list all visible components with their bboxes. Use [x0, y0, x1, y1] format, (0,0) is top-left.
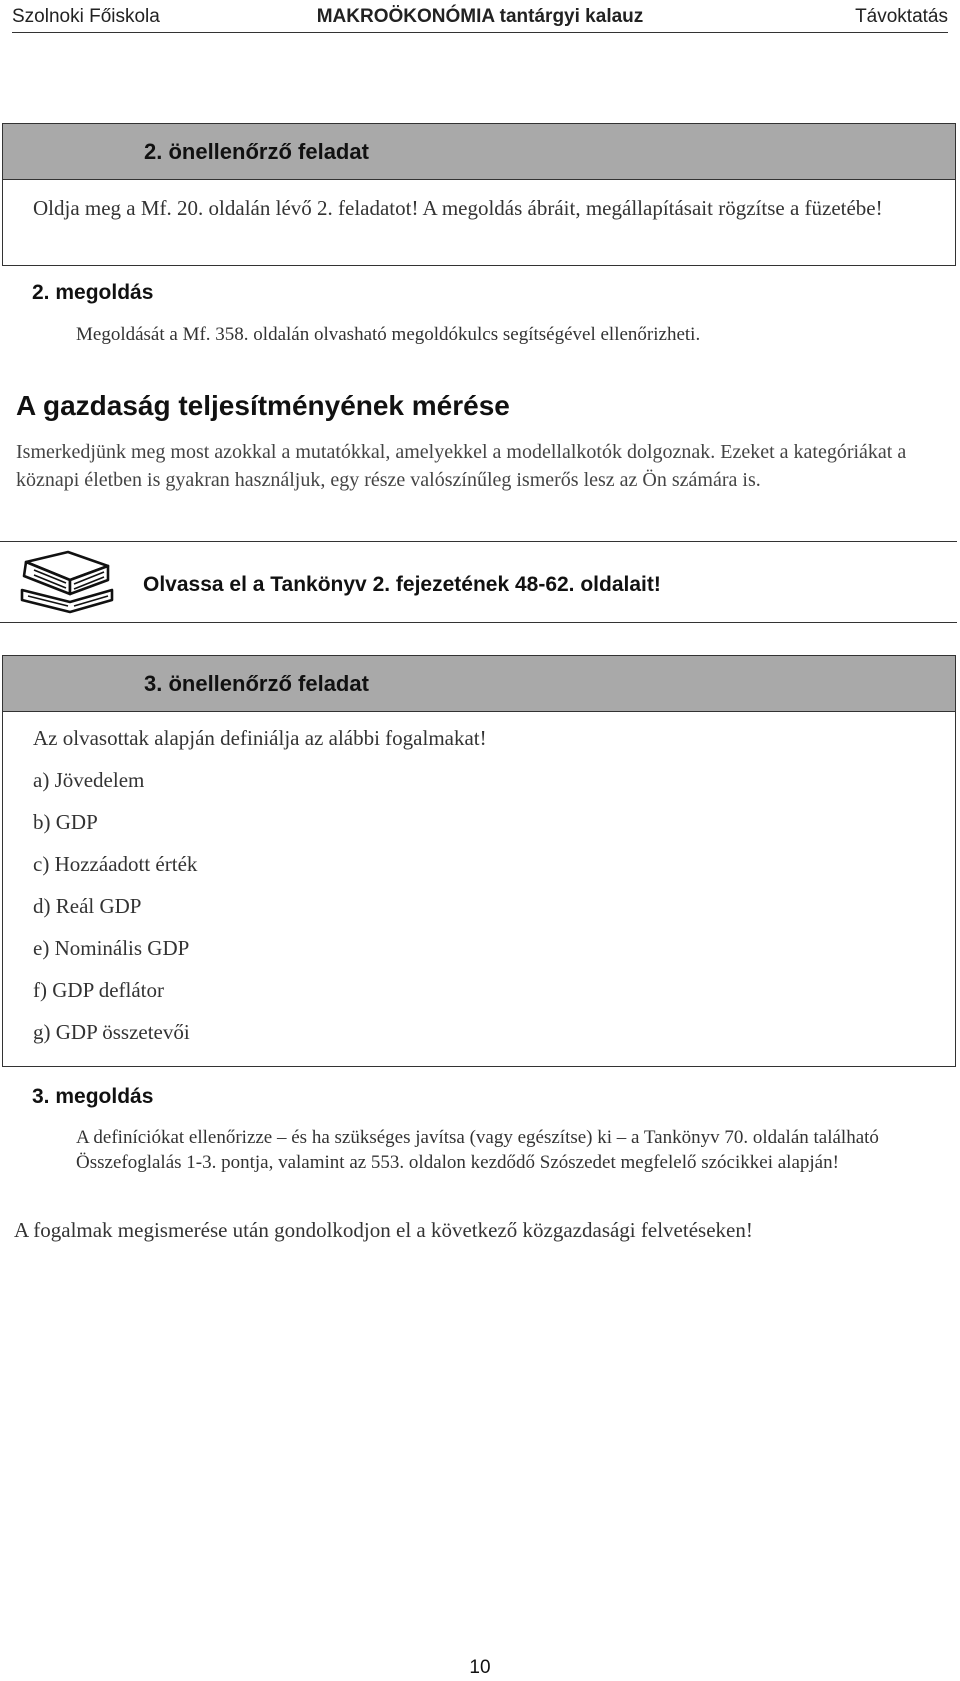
task-2-box	[2, 123, 956, 266]
reading-assignment	[0, 541, 957, 623]
closing-text: A fogalmak megismerése után gondolkodjon el a következő közgazdasági felvetéseken!	[14, 1218, 753, 1242]
section-intro: Ismerkedjünk meg most azokkal a mutatókkal, amelyekkel a modellalkotók dolgoznak. Ezeket a kategóriákat a köznapi életben is gyakran használjuk, egy része valószínűleg ismerős lesz az Ön számára is.	[16, 441, 907, 491]
term-item: d) Reál GDP	[33, 894, 142, 918]
header-institution: Szolnoki Főiskola	[12, 6, 160, 27]
task-3-title: 3. önellenőrző feladat	[3, 656, 955, 712]
book-icon	[16, 550, 116, 616]
task-2-title: 2. önellenőrző feladat	[3, 124, 955, 180]
task-3-body	[3, 712, 955, 1056]
term-item: b) GDP	[33, 810, 98, 834]
term-item: f) GDP deflátor	[33, 978, 165, 1002]
header-mode: Távoktatás	[855, 6, 948, 27]
term-list	[33, 766, 925, 1046]
page-number: 10	[469, 1657, 491, 1678]
solution-2-title: 2. megoldás	[32, 281, 154, 304]
solution-3-title: 3. megoldás	[32, 1085, 154, 1108]
header-course-title: MAKROÖKONÓMIA tantárgyi kalauz	[316, 6, 644, 27]
term-item: e) Nominális GDP	[33, 936, 190, 960]
section-title: A gazdaság teljesítményének mérése	[16, 390, 510, 421]
term-item: g) GDP összetevői	[33, 1020, 190, 1044]
term-item: a) Jövedelem	[33, 768, 145, 792]
solution-3-text: A definíciókat ellenőrizze – és ha szükséges javítsa (vagy egészítse) ki – a Tankönyv 70. oldalán található Összefoglalás 1-3. pontja, valamint az 553. oldalon kezdődő Szószedet megfelelő szócikkei alapján!	[76, 1127, 879, 1173]
task-3-instruction: Az olvasottak alapján definiálja az alábbi fogalmakat!	[33, 726, 487, 750]
reading-text: Olvassa el a Tankönyv 2. fejezetének 48-62. oldalait!	[143, 573, 661, 596]
term-item: c) Hozzáadott érték	[33, 852, 198, 876]
solution-2-text: Megoldását a Mf. 358. oldalán olvasható megoldókulcs segítségével ellenőrizheti.	[76, 324, 701, 345]
task-2-body: Oldja meg a Mf. 20. oldalán lévő 2. feladatot! A megoldás ábráit, megállapításait rögzítse a füzetébe!	[33, 196, 883, 220]
task-3-box	[2, 655, 956, 1067]
page-header	[12, 4, 948, 33]
